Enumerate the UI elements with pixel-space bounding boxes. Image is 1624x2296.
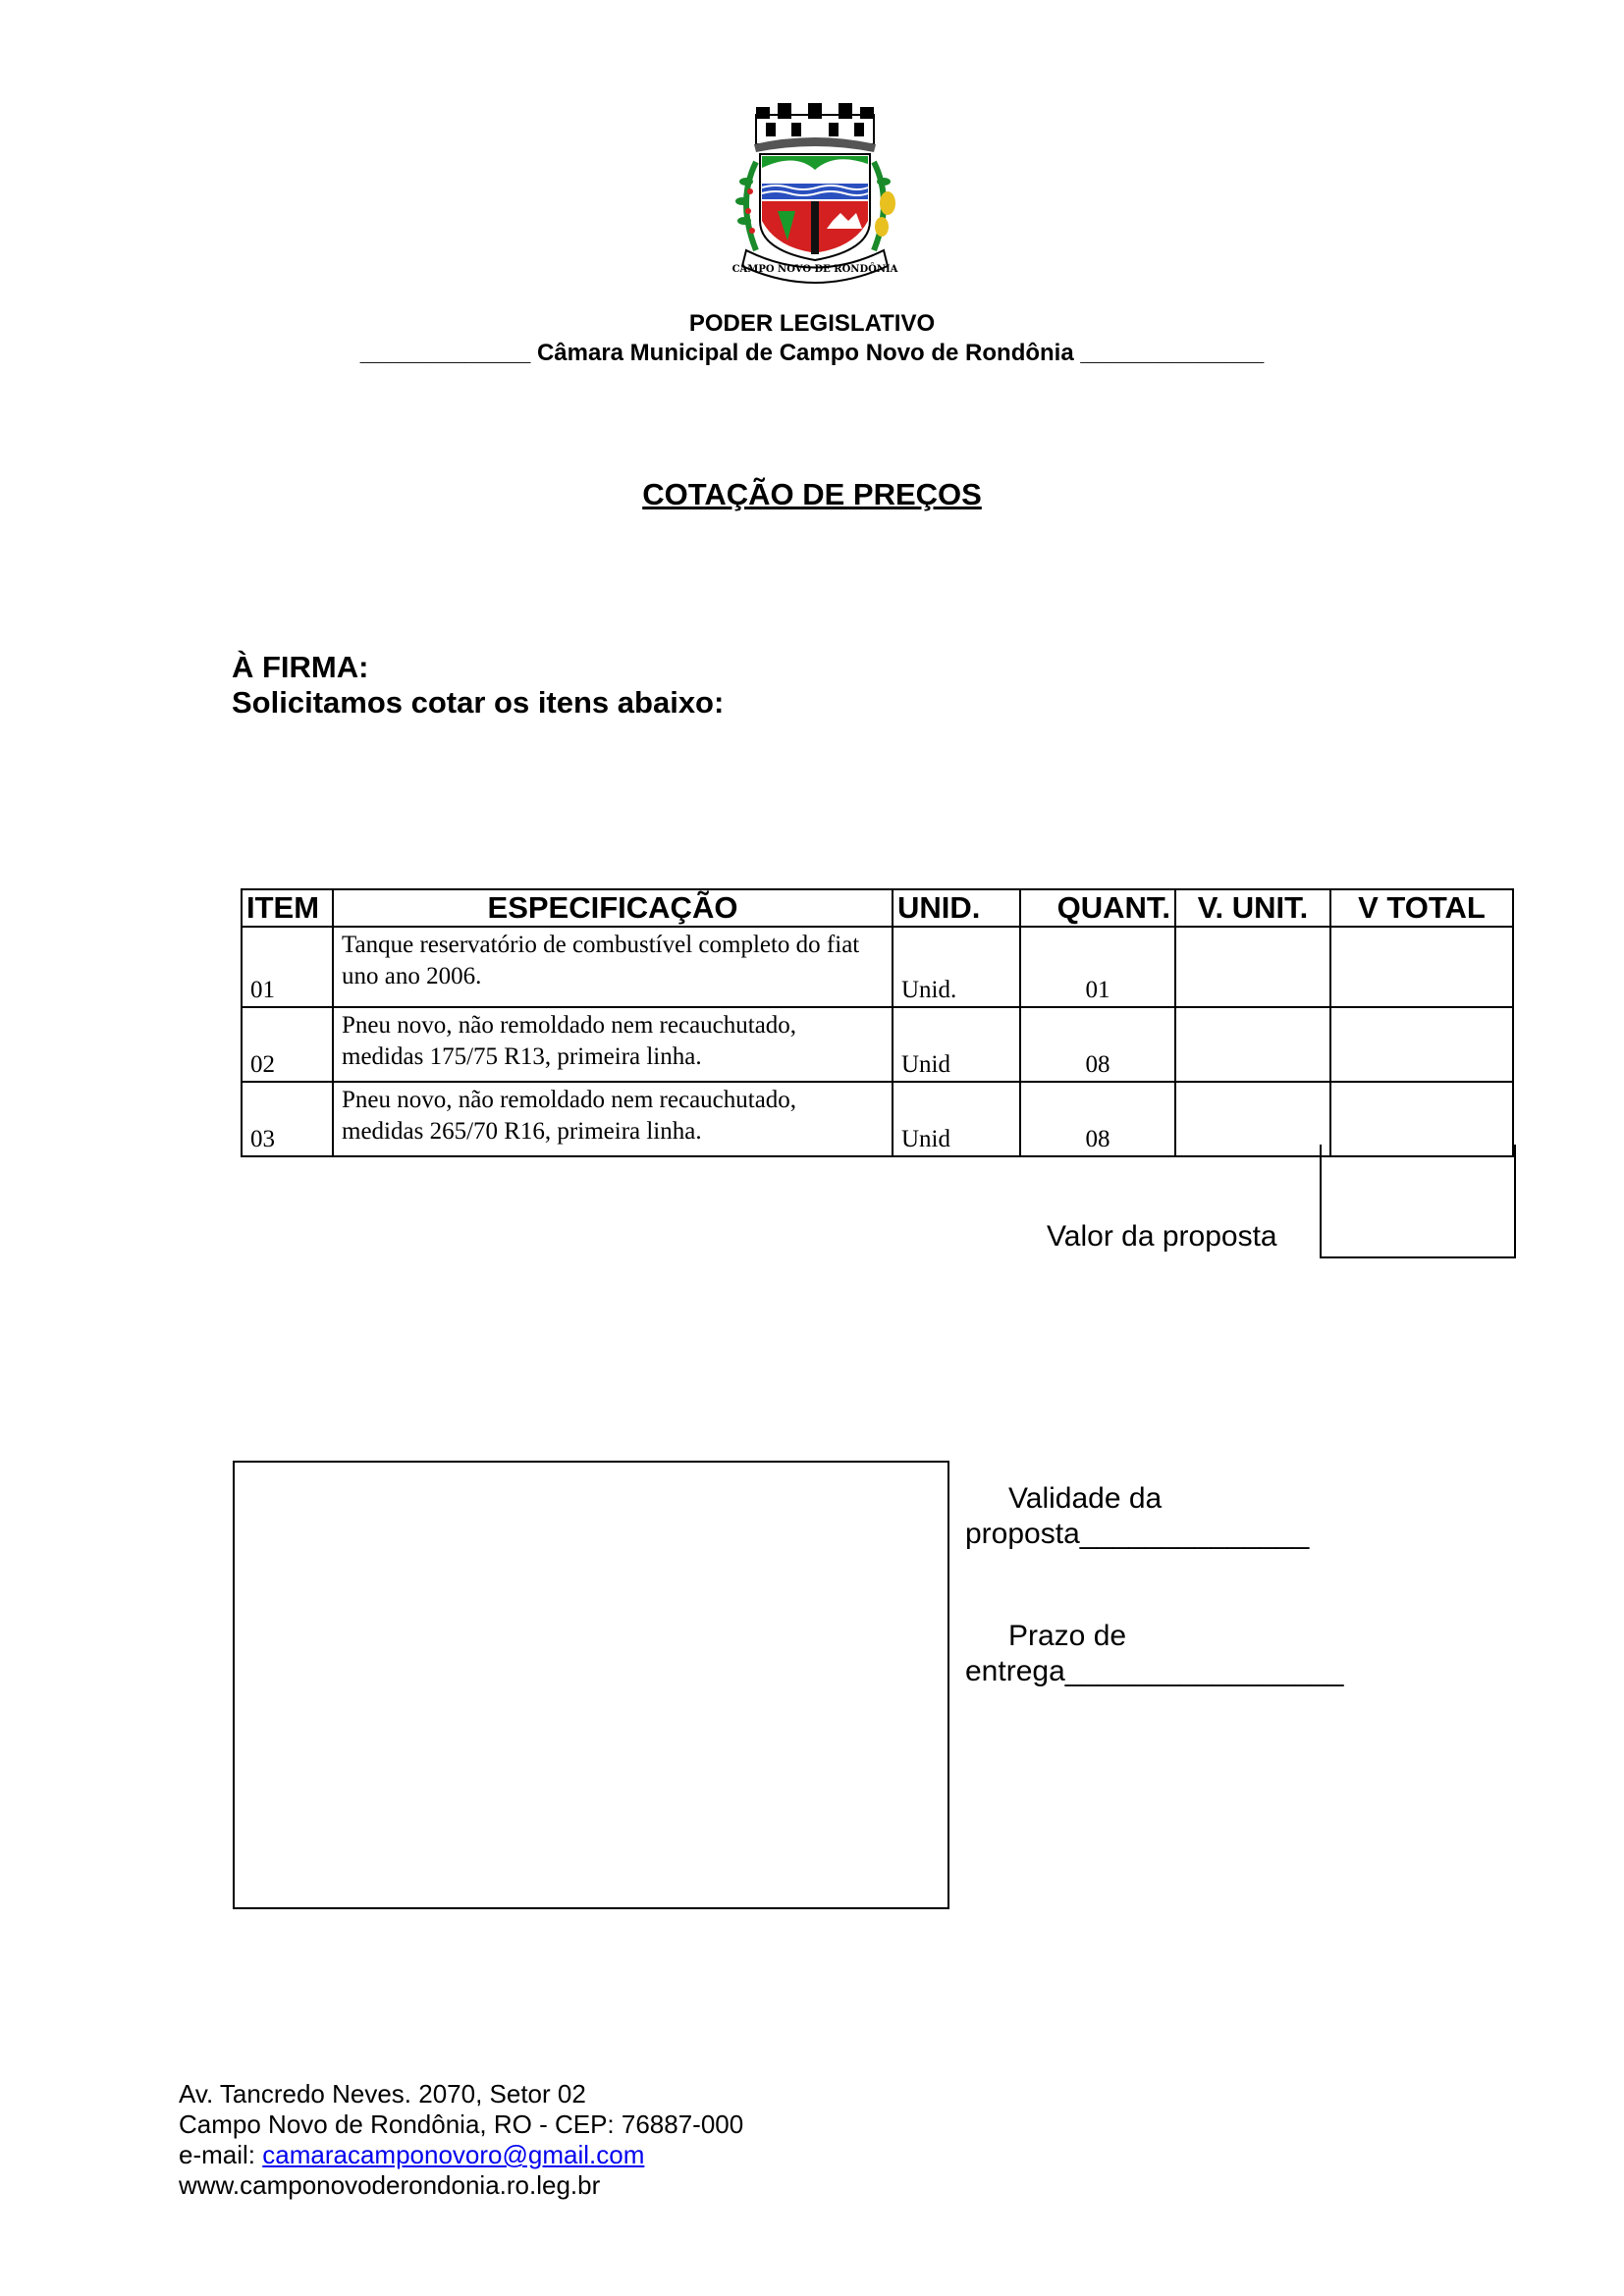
- footer-email-link[interactable]: camaracamponovoro@gmail.com: [262, 2140, 645, 2169]
- crest-banner-text: CAMPO NOVO DE RONDÔNIA: [731, 264, 898, 275]
- page-title: COTAÇÃO DE PREÇOS: [642, 477, 982, 511]
- spec-cell: Tanque reservatório de combustível completo do fiat uno ano 2006.: [333, 927, 893, 1007]
- vunit-cell[interactable]: [1175, 1082, 1330, 1156]
- header-camara-municipal: _____________ Câmara Municipal de Campo Novo de Rondônia ______________: [359, 340, 1265, 366]
- footer-email-label: e-mail:: [179, 2140, 263, 2169]
- valor-proposta-box[interactable]: [1320, 1145, 1516, 1258]
- request-text: Solicitamos cotar os itens abaixo:: [232, 685, 725, 720]
- unid-cell: Unid: [893, 1082, 1020, 1156]
- col-header-item: ITEM: [242, 889, 333, 927]
- firma-label: À FIRMA:: [232, 650, 369, 684]
- footer: [179, 2079, 743, 2201]
- item-cell: 02: [242, 1007, 333, 1082]
- item-cell: 01: [242, 927, 333, 1007]
- quant-cell: 08: [1020, 1007, 1175, 1082]
- vtotal-cell[interactable]: [1330, 1007, 1513, 1082]
- footer-email-line: [179, 2140, 743, 2170]
- table-row: [242, 1007, 1513, 1082]
- item-cell: 03: [242, 1082, 333, 1156]
- quant-cell: 01: [1020, 927, 1175, 1007]
- col-header-especificacao: ESPECIFICAÇÃO: [333, 889, 893, 927]
- signature-stamp-box[interactable]: [233, 1461, 949, 1909]
- vunit-cell[interactable]: [1175, 927, 1330, 1007]
- quant-cell: 08: [1020, 1082, 1175, 1156]
- validade-field[interactable]: proposta______________: [965, 1518, 1310, 1550]
- footer-website: www.camponovoderondonia.ro.leg.br: [179, 2170, 601, 2200]
- prazo-label: Prazo de: [1008, 1620, 1127, 1652]
- unid-cell: Unid: [893, 1007, 1020, 1082]
- vtotal-cell[interactable]: [1330, 927, 1513, 1007]
- municipal-crest-logo: [727, 103, 903, 290]
- vunit-cell[interactable]: [1175, 1007, 1330, 1082]
- footer-address: Av. Tancredo Neves. 2070, Setor 02: [179, 2079, 586, 2109]
- prazo-field[interactable]: entrega_________________: [965, 1655, 1344, 1687]
- header-poder-legislativo: PODER LEGISLATIVO: [688, 310, 936, 337]
- spec-cell: Pneu novo, não remoldado nem recauchutado, medidas 175/75 R13, primeira linha.: [333, 1007, 893, 1082]
- col-header-vtotal: V TOTAL: [1330, 889, 1513, 927]
- col-header-quant: QUANT.: [1020, 889, 1175, 927]
- footer-city: Campo Novo de Rondônia, RO - CEP: 76887-000: [179, 2109, 744, 2139]
- quotation-table: [241, 888, 1514, 1157]
- table-row: [242, 927, 1513, 1007]
- intro-block: [232, 650, 724, 721]
- col-header-vunit: V. UNIT.: [1175, 889, 1330, 927]
- proposal-terms: [965, 1481, 1343, 1689]
- spec-cell: Pneu novo, não remoldado nem recauchutado, medidas 265/70 R16, primeira linha.: [333, 1082, 893, 1156]
- validade-label: Validade da: [1008, 1482, 1163, 1515]
- unid-cell: Unid.: [893, 927, 1020, 1007]
- col-header-unid: UNID.: [893, 889, 1020, 927]
- valor-proposta-label: Valor da proposta: [1047, 1220, 1277, 1253]
- table-header-row: [242, 889, 1513, 927]
